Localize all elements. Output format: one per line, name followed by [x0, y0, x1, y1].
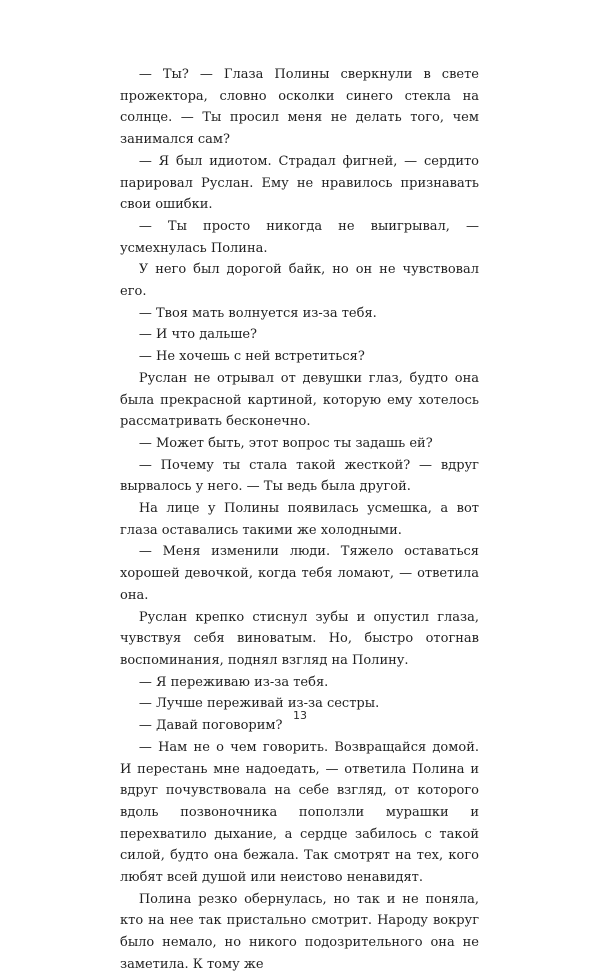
paragraph: — Я был идиотом. Страдал фигней, — сердито парировал Руслан. Ему не нравилось признавать свои ошибки.	[120, 153, 479, 213]
paragraph: — И что дальше?	[138, 327, 258, 343]
paragraph: — Ты? — Глаза Полины сверкнули в свете прожектора, словно осколки синего стекла на солнце. — Ты просил меня не делать того, чем занимался сам?	[120, 67, 479, 148]
paragraph: Полина резко обернулась, но так и не поняла, кто на нее так пристально смотрит. Народу вокруг было немало, но никого подозрительного она не заметила. К тому же	[120, 891, 479, 972]
paragraph: У него был дорогой байк, но он не чувствовал его.	[120, 262, 479, 300]
body-text	[120, 64, 479, 976]
paragraph: На лице у Полины появилась усмешка, а вот глаза оставались такими же холодными.	[120, 501, 479, 538]
paragraph: — Я переживаю из-за тебя.	[138, 674, 329, 690]
paragraph: — Не хочешь с ней встретиться?	[138, 349, 365, 365]
paragraph: — Нам не о чем говорить. Возвращайся домой. И перестань мне надоедать, — ответила Полина и вдруг почувствовала на себе взгляд, от которого вдоль позвоночника поползли мурашки и перехватило дыхание, а сердце забилось с такой силой, будто она бежала. Так смотрят на тех, кого любят всей душой или неистово ненавидят.	[120, 739, 479, 886]
paragraph: Руслан не отрывал от девушки глаз, будто она была прекрасной картиной, которую ему хотелось рассматривать бесконечно.	[120, 370, 479, 430]
paragraph: Руслан крепко стиснул зубы и опустил глаза, чувствуя себя виноватым. Но, быстро отогнав воспоминания, поднял взгляд на Полину.	[120, 609, 479, 668]
page-number: 13	[293, 709, 307, 722]
paragraph: — Меня изменили люди. Тяжело оставаться хорошей девочкой, когда тебя ломают, — ответила она.	[120, 544, 479, 603]
paragraph: — Давай поговорим?	[138, 718, 283, 734]
paragraph: — Ты просто никогда не выигрывал, — усмехнулась Полина.	[120, 218, 479, 256]
paragraph: — Твоя мать волнуется из-за тебя.	[138, 305, 377, 321]
paragraph: — Почему ты стала такой жесткой? — вдруг вырвалось у него. — Ты ведь была другой.	[120, 457, 479, 495]
paragraph: — Лучше переживай из-за сестры.	[138, 696, 380, 712]
paragraph: — Может быть, этот вопрос ты задашь ей?	[138, 435, 433, 451]
